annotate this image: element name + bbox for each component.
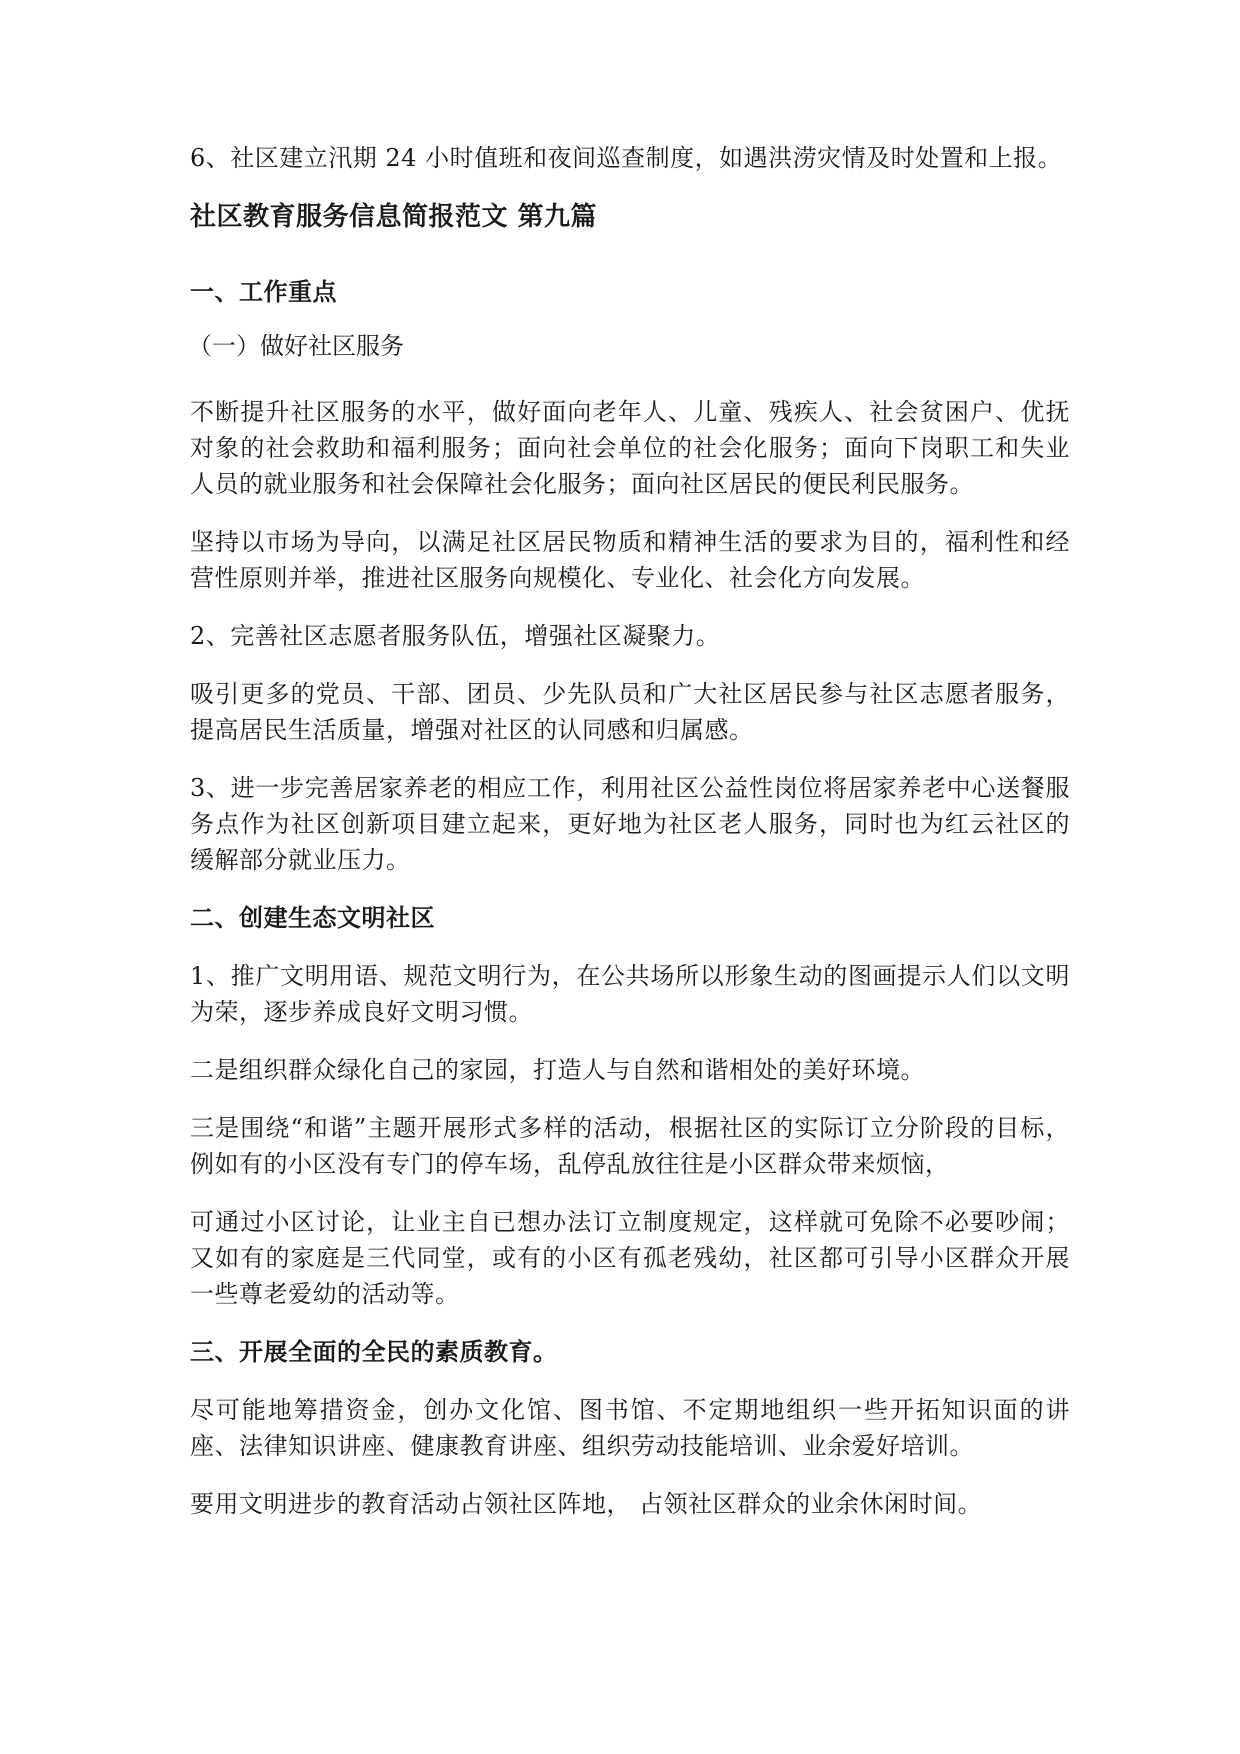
paragraph-harmony-activities: 三是围绕“和谐”主题开展形式多样的活动，根据社区的实际订立分阶段的目标，例如有的小区没有专门的停车场，乱停乱放往往是小区群众带来烦恼， [190,1114,1070,1178]
paragraph-raise-funds: 尽可能地筹措资金，创办文化馆、图书馆、不定期地组织一些开拓知识面的讲座、法律知识讲座、健康教育讲座、组织劳动技能培训、业余爱好培训。 [190,1396,1070,1460]
paragraph-service-level: 不断提升社区服务的水平，做好面向老年人、儿童、残疾人、社会贫困户、优抚对象的社会救助和福利服务；面向社会单位的社会化服务；面向下岗职工和失业人员的就业服务和社会保障社会化服务；面向社区居民的便民利民服务。 [190,398,1070,498]
section-heading-quality-education: 三、开展全面的全民的素质教育。 [190,1338,558,1366]
paragraph-flood-duty: 6、社区建立汛期 24 小时值班和夜间巡查制度，如遇洪涝灾情及时处置和上报。 [190,144,1063,172]
paragraph-greening: 二是组织群众绿化自己的家园，打造人与自然和谐相处的美好环境。 [190,1056,925,1084]
document-page [190,140,1070,1544]
paragraph-volunteer-team: 2、完善社区志愿者服务队伍，增强社区凝聚力。 [190,622,721,650]
paragraph-market-oriented: 坚持以市场为导向，以满足社区居民物质和精神生活的要求为目的，福利性和经营性原则并举，推进社区服务向规模化、专业化、社会化方向发展。 [190,528,1070,592]
paragraph-attract-volunteers: 吸引更多的党员、干部、团员、少先队员和广大社区居民参与社区志愿者服务，提高居民生活质量，增强对社区的认同感和归属感。 [190,680,1070,744]
paragraph-neighborhood-discussion: 可通过小区讨论，让业主自已想办法订立制度规定，这样就可免除不必要吵闹；又如有的家庭是三代同堂，或有的小区有孤老残幼，社区都可引导小区群众开展一些尊老爱幼的活动等。 [190,1208,1070,1308]
section-heading-work-focus: 一、工作重点 [190,278,337,306]
subsection-heading-community-service: （一）做好社区服务 [188,332,404,360]
section-heading-eco-civilization: 二、创建生态文明社区 [190,904,435,932]
paragraph-civil-language: 1、推广文明用语、规范文明行为，在公共场所以形象生动的图画提示人们以文明为荣，逐步养成良好文明习惯。 [190,962,1070,1026]
document-title: 社区教育服务信息简报范文 第九篇 [190,202,598,232]
paragraph-occupy-position: 要用文明进步的教育活动占领社区阵地， 占领社区群众的业余休闲时间。 [190,1490,983,1518]
paragraph-home-elderly-care: 3、进一步完善居家养老的相应工作，利用社区公益性岗位将居家养老中心送餐服务点作为社区创新项目建立起来，更好地为社区老人服务，同时也为红云社区的缓解部分就业压力。 [190,774,1070,874]
